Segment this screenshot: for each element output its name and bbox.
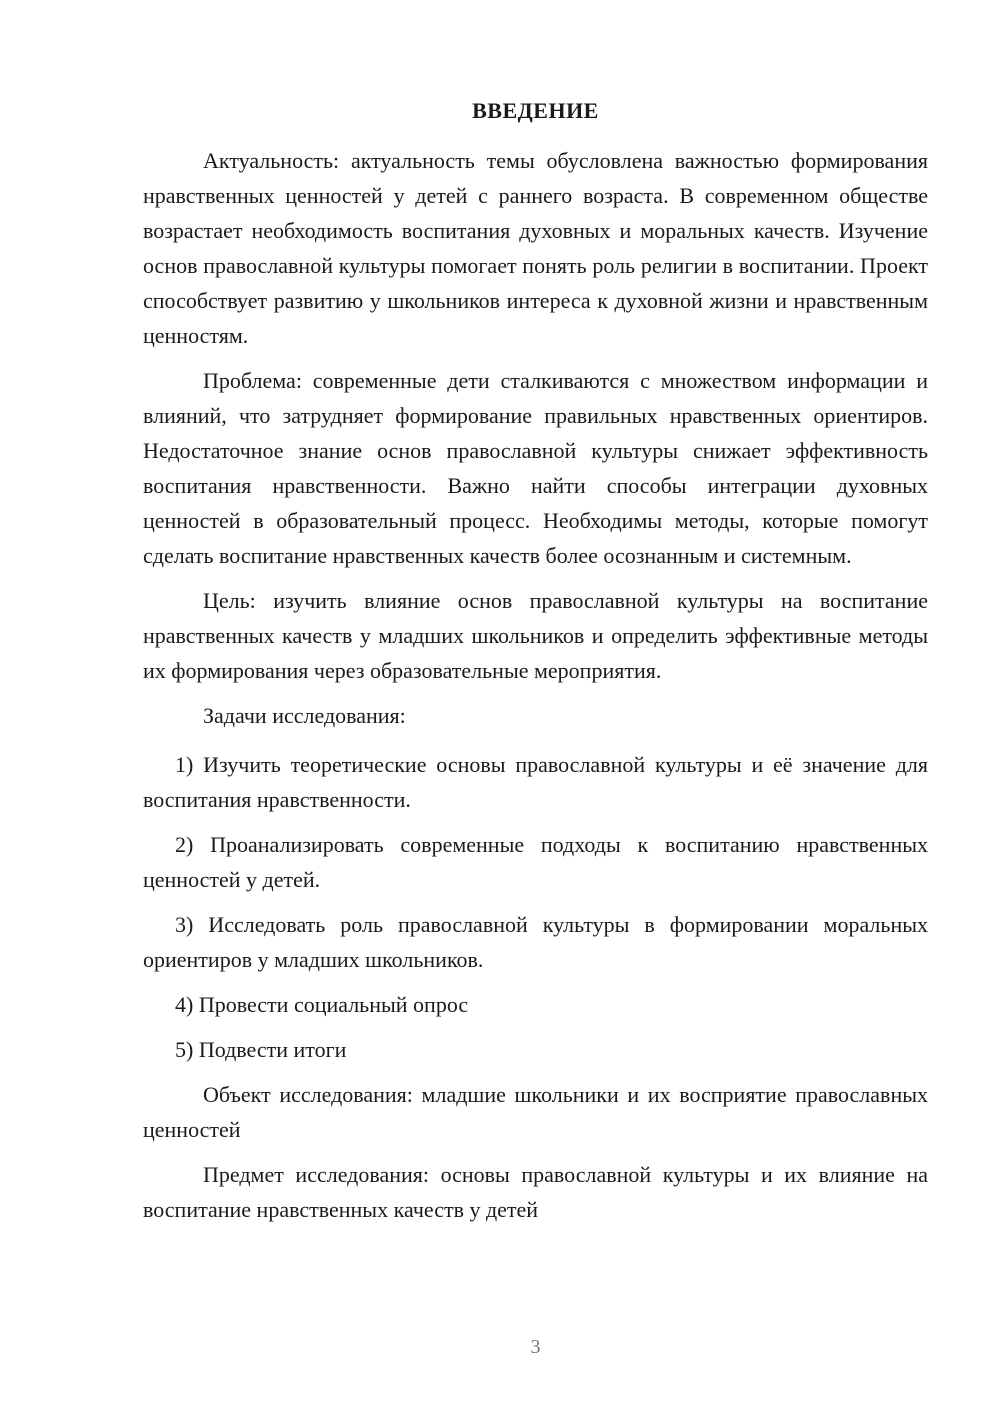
object-paragraph: Объект исследования: младшие школьники и их восприятие православных ценностей: [143, 1082, 928, 1142]
task-item-5: 5) Подвести итоги: [175, 1037, 347, 1062]
task-item-4: 4) Провести социальный опрос: [175, 992, 469, 1017]
task-item-3: 3) Исследовать роль православной культуры в формировании моральных ориентиров у младших школьников.: [143, 912, 928, 972]
document-page: [143, 0, 928, 1414]
page-number: 3: [530, 1336, 541, 1358]
document-body: [143, 143, 928, 1237]
task-item-2: 2) Проанализировать современные подходы к воспитанию нравственных ценностей у детей.: [143, 832, 928, 892]
subject-paragraph: Предмет исследования: основы православной культуры и их влияние на воспитание нравственных качеств у детей: [143, 1162, 928, 1222]
problem-paragraph: Проблема: современные дети сталкиваются с множеством информации и влияний, что затрудняет формирование правильных нравственных ориентиров. Недостаточное знание основ православной культуры снижает эффективность воспитания нравственности. Важно найти способы интеграции духовных ценностей в образовательный процесс. Необходимы методы, которые помогут сделать воспитание нравственных качеств более осознанным и системным.: [143, 368, 928, 568]
goal-paragraph: Цель: изучить влияние основ православной культуры на воспитание нравственных качеств у младших школьников и определить эффективные методы их формирования через образовательные мероприятия.: [143, 588, 928, 683]
tasks-heading: Задачи исследования:: [203, 703, 406, 728]
task-item-1: 1) Изучить теоретические основы православной культуры и её значение для воспитания нравственности.: [143, 752, 928, 812]
relevance-paragraph: Актуальность: актуальность темы обусловлена важностью формирования нравственных ценностей у детей с раннего возраста. В современном обществе возрастает необходимость воспитания духовных и моральных качеств. Изучение основ православной культуры помогает понять роль религии в воспитании. Проект способствует развитию у школьников интереса к духовной жизни и нравственным ценностям.: [143, 148, 928, 348]
page-title: ВВЕДЕНИЕ: [472, 98, 599, 123]
